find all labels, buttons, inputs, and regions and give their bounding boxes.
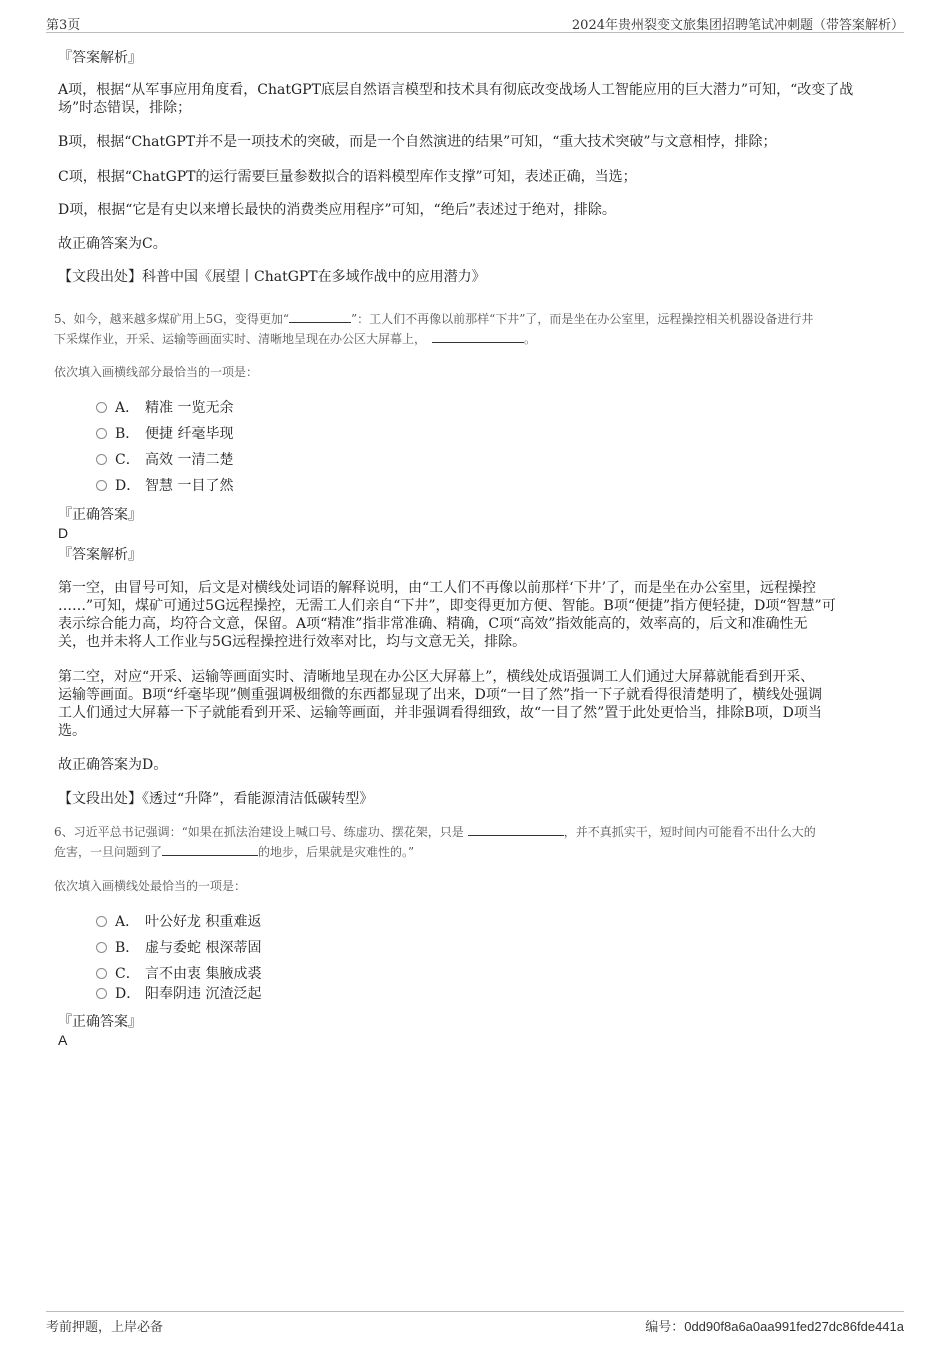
- radio-icon[interactable]: [96, 480, 107, 491]
- option-b[interactable]: B． 便捷 纤毫毕现: [96, 424, 233, 444]
- source-citation: 【文段出处】科普中国《展望丨ChatGPT在多域作战中的应用潜力》: [58, 269, 486, 285]
- analysis-paragraph-1: 第一空，由冒号可知，后文是对横线处词语的解释说明，由“工人们不再像以前那样‘下井’了，而是坐在办公室里，远程操控 ……”可知，煤矿可通过5G远程操控，无需工人们亲自“下井”，即变得更加方便、智能。B项“便捷”指方便轻捷，D项“智慧”可 表示综合能力高，均符合文意，保留。A项“精准”指非常准确、精确，C项“高效”指效能高的，效率高的，后文和准确性无 关，也并未将人工作业与5G远程操控进行效率对比，均与文意无关，排除。: [58, 580, 836, 650]
- question-6-stem: 6、习近平总书记强调：“如果在抓法治建设上喊口号、练虚功、摆花架，只是 ，并不真抓实干，短时间内可能看不出什么大的 危害，一旦问题到了 的地步，后果就是灾难性的。”: [54, 825, 816, 859]
- blank-1: [289, 310, 351, 323]
- question-5-instruction: 依次填入画横线部分最恰当的一项是：: [54, 365, 259, 379]
- analysis-option-b: B项，根据“ChatGPT并不是一项技术的突破，而是一个自然演进的结果”可知，“重大技术突破”与文意相悖，排除；: [58, 134, 777, 150]
- radio-icon[interactable]: [96, 968, 107, 979]
- analysis-label: 『答案解析』: [58, 547, 142, 563]
- radio-icon[interactable]: [96, 942, 107, 953]
- document-title: 2024年贵州裂变文旅集团招聘笔试冲刺题（带答案解析）: [571, 18, 904, 33]
- question-6-instruction: 依次填入画横线处最恰当的一项是：: [54, 879, 247, 893]
- analysis-paragraph-2: 第二空，对应“开采、运输等画面实时、清晰地呈现在办公区大屏幕上”，横线处成语强调工人们通过大屏幕就能看到开采、 运输等画面。B项“纤毫毕现”侧重强调极细微的东西都显现了出来，D项“一目了然”指一下子就看得很清楚明了，横线处强调 工人们通过大屏幕一下子就能看到开采、运输等画面，并非强调看得细致，故“一目了然”置于此处更恰当，排除B项，D项当 选。: [58, 669, 823, 739]
- page-footer: [46, 1316, 904, 1334]
- option-d[interactable]: D． 智慧 一目了然: [96, 476, 233, 496]
- conclusion: 故正确答案为D。: [58, 757, 168, 773]
- radio-icon[interactable]: [96, 916, 107, 927]
- footer-slogan: 考前押题，上岸必备: [46, 1320, 164, 1335]
- header-divider: [46, 32, 904, 33]
- correct-answer: A: [58, 1032, 68, 1048]
- option-a[interactable]: A． 叶公好龙 积重难返: [96, 912, 261, 932]
- footer-divider: [46, 1311, 904, 1312]
- source-citation: 【文段出处】《透过“升降”，看能源清洁低碳转型》: [58, 791, 374, 807]
- conclusion: 故正确答案为C。: [58, 236, 167, 252]
- analysis-option-c: C项，根据“ChatGPT的运行需要巨量参数拟合的语料模型库作支撑”可知，表述正确，当选；: [58, 169, 637, 185]
- blank-2: [162, 843, 258, 856]
- option-c[interactable]: C． 言不由衷 集腋成裘: [96, 964, 261, 984]
- option-b[interactable]: B． 虚与委蛇 根深蒂固: [96, 938, 261, 958]
- option-a[interactable]: A． 精准 一览无余: [96, 398, 233, 418]
- document-code: 编号：0dd90f8a6a0aa991fed27dc86fde441a: [645, 1319, 904, 1335]
- radio-icon[interactable]: [96, 454, 107, 465]
- option-d[interactable]: D． 阳奉阴违 沉渣泛起: [96, 984, 261, 1004]
- analysis-label: 『答案解析』: [58, 50, 142, 66]
- blank-2: [432, 330, 524, 343]
- radio-icon[interactable]: [96, 402, 107, 413]
- radio-icon[interactable]: [96, 988, 107, 999]
- question-5-stem: 5、如今，越来越多煤矿用上5G，变得更加“ ”：工人们不再像以前那样“下井”了，而是坐在办公室里，远程操控相关机器设备进行井 下采煤作业，开采、运输等画面实时、清晰地呈现在办公区大屏幕上， 。: [54, 312, 814, 346]
- blank-1: [468, 823, 564, 836]
- correct-answer-label: 『正确答案』: [58, 507, 142, 523]
- page-number: 第3页: [46, 18, 81, 33]
- analysis-option-a: A项，根据“从军事应用角度看，ChatGPT底层自然语言模型和技术具有彻底改变战场人工智能应用的巨大潜力”可知，“改变了战场”时态错误，排除；: [58, 82, 854, 116]
- radio-icon[interactable]: [96, 428, 107, 439]
- analysis-option-d: D项，根据“它是有史以来增长最快的消费类应用程序”可知，“绝后”表述过于绝对，排除。: [58, 202, 616, 218]
- option-c[interactable]: C． 高效 一清二楚: [96, 450, 233, 470]
- correct-answer-label: 『正确答案』: [58, 1014, 142, 1030]
- correct-answer: D: [58, 525, 69, 541]
- page-header: [46, 14, 904, 32]
